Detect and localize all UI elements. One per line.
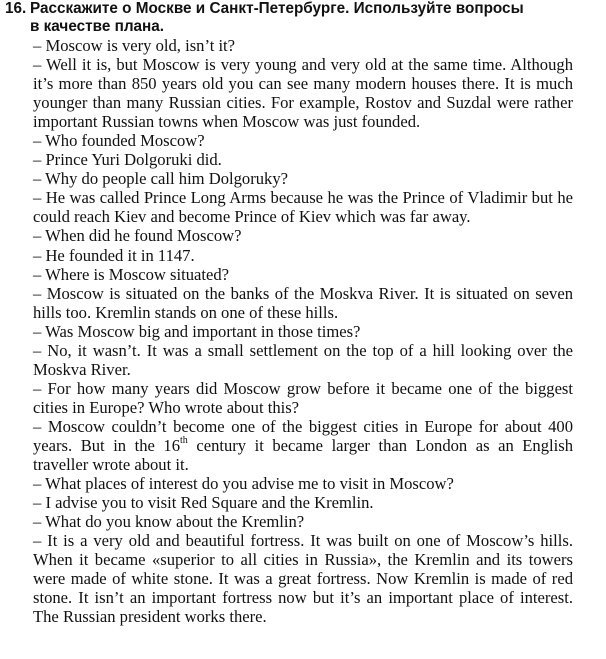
dialogue-line-before-sup: – Moscow couldn’t become one of the biggest cities in Europe for about 400 years. But in the 16 xyxy=(33,416,573,455)
exercise-heading xyxy=(5,0,590,36)
dialogue-line: – It is a very old and beautiful fortress. It was built on one of Moscow’s hills. When it became «superior to all cities in Russia», the Kremlin and its towers were made of white stone. It was a great fortress. Now Kremlin is made of red stone. It isn’t an important fortress now but it’s an important place of interest. The Russian president works there. xyxy=(33,531,573,627)
dialogue-line: – Well it is, but Moscow is very young and very old at the same time. Although it’s more than 850 years old you can see many modern houses there. It is much younger than many Russian cities. For example, Rostov and Suzdal were rather important Russian towns when Moscow was just founded. xyxy=(33,55,573,132)
exercise-number: 16. xyxy=(5,0,27,17)
exercise-title-line-2: в качестве плана. xyxy=(30,18,165,35)
ordinal-suffix: th xyxy=(180,435,188,447)
dialogue-line: – Moscow is situated on the banks of the Moskva River. It is situated on seven hills too. Kremlin stands on one of these hills. xyxy=(33,283,573,322)
dialogue-line xyxy=(33,417,573,474)
dialogue-line: – What places of interest do you advise me to visit in Moscow? xyxy=(33,474,454,494)
exercise-title-line-1: Расскажите о Москве и Санкт-Петербурге. Используйте вопросы xyxy=(30,0,524,17)
dialogue-line: – Moscow is very old, isn’t it? xyxy=(33,36,236,55)
dialogue-line: – For how many years did Moscow grow before it became one of the biggest cities in Europe? Who wrote about this? xyxy=(33,378,573,417)
dialogue-line: – Prince Yuri Dolgoruki did. xyxy=(33,150,222,170)
dialogue-line: – He was called Prince Long Arms because he was the Prince of Vladimir but he could reach Kiev and become Prince of Kiev which was far away. xyxy=(33,188,573,227)
dialogue-line: – Who founded Moscow? xyxy=(33,131,205,151)
dialogue-line: – Was Moscow big and important in those times? xyxy=(33,321,361,341)
dialogue-line: – Where is Moscow situated? xyxy=(33,264,230,284)
dialogue-line: – What do you know about the Kremlin? xyxy=(33,512,305,532)
dialogue-line: – No, it wasn’t. It was a small settlement on the top of a hill looking over the Moskva River. xyxy=(33,340,573,379)
dialogue-line: – Why do people call him Dolgoruky? xyxy=(33,169,288,189)
dialogue-text xyxy=(33,36,573,626)
dialogue-line: – When did he found Moscow? xyxy=(33,226,242,246)
dialogue-line: – He founded it in 1147. xyxy=(33,245,195,265)
dialogue-line-after-sup: century it became larger than London as an English traveller wrote about it. xyxy=(33,435,573,475)
dialogue-line: – I advise you to visit Red Square and the Kremlin. xyxy=(33,493,374,513)
